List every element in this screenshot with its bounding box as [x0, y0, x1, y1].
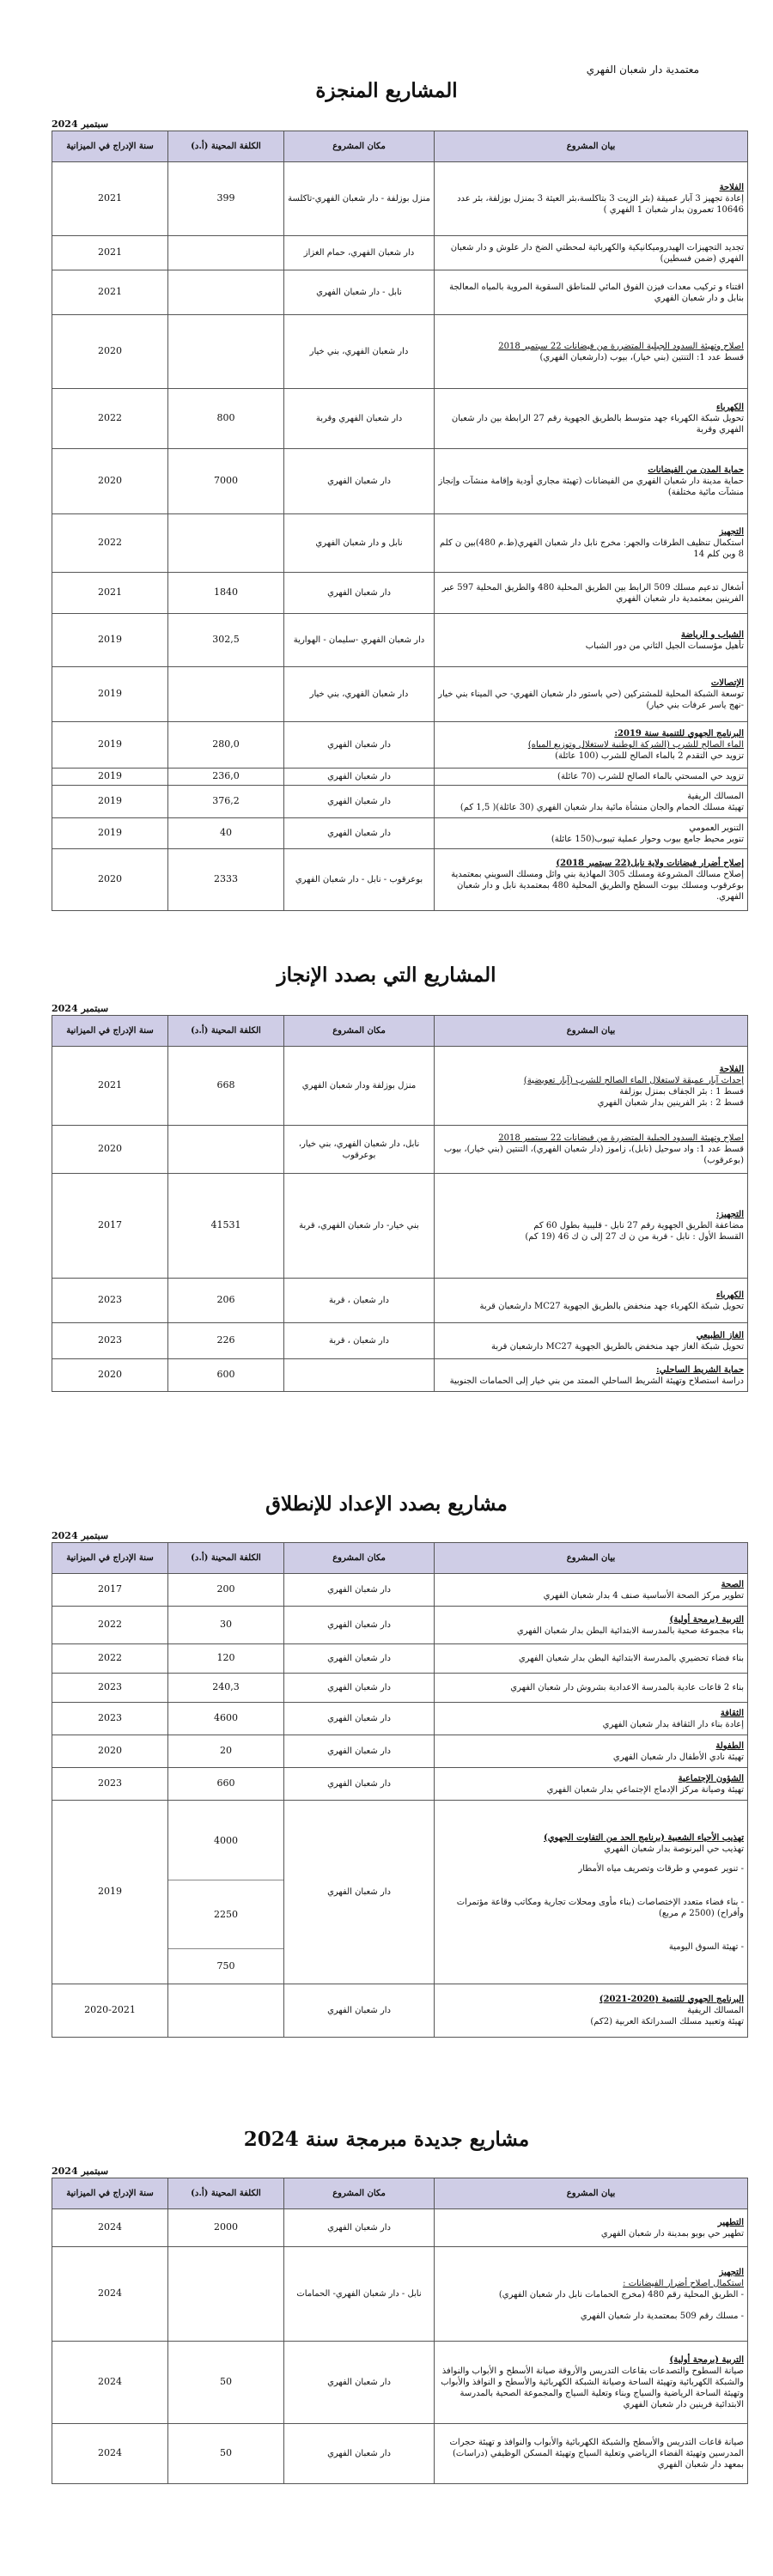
project-description: أشغال تدعيم مسلك 509 الرابط بين الطريق المحلية 480 والطريق المحلية 597 عبر الفرينين بمعتمدية دار شعبان الفهري — [435, 573, 748, 614]
section-completed-title: المشاريع المنجزة — [315, 79, 458, 102]
project-description: -نهج ياسر عرفات بني خيار) — [646, 701, 744, 710]
category-label: حماية الشريط الساحلي: — [656, 1364, 744, 1375]
section-in-progress-title: المشاريع التي بصدد الإنجاز — [277, 963, 496, 987]
table-row — [52, 236, 748, 270]
project-year: 2019 — [52, 769, 168, 786]
category-label: التطهير — [717, 2217, 744, 2227]
header-year: سنة الإدراج في الميزانية — [52, 1543, 168, 1574]
project-description: توسعة الشبكة المحلية للمشتركين (حي باستور دار شعبان الفهري- حي الميناء بني خيار — [438, 690, 744, 699]
project-description: تحويل شبكة الكهرباء جهد منخفض بالطريق الجهوية MC27 دارشعبان قربة — [479, 1301, 744, 1311]
project-cost: 399 — [168, 162, 284, 236]
project-description: مضاعفة الطريق الجهوية رقم 27 نابل - قليبية بطول 60 كم — [533, 1221, 744, 1230]
header-cost: الكلفة المحينة (أ.د) — [168, 131, 284, 162]
project-location: نابل - دار شعبان الفهري — [284, 270, 435, 315]
project-location: دار شعبان الفهري — [284, 1984, 435, 2038]
project-year: 2023 — [52, 1279, 168, 1323]
table-row — [52, 389, 748, 449]
subcategory-label: استكمال إصلاح أضرار الفيضانات : — [623, 2278, 744, 2288]
project-description: بناء فضاء تحضيري بالمدرسة الابتدائية البطن بدار شعبان الفهري — [435, 1644, 748, 1674]
project-description: اقتناء و تركيب معدات فيزن الفوق المائي للمناطق السقوية المروية بالمياه المعالجة بنابل و دار شعبان الفهري — [435, 270, 748, 315]
project-description: دراسة استصلاح وتهيئة الشريط الساحلي الممتد من بني خيار إلى الحمامات الجنوبية — [449, 1376, 744, 1386]
header-cost: الكلفة المحينة (أ.د) — [168, 1543, 284, 1574]
project-location: دار شعبان ، قربة — [284, 1279, 435, 1323]
table-row — [52, 514, 748, 573]
table-row — [52, 1047, 748, 1126]
category-label: الغاز الطبيعي — [696, 1330, 744, 1340]
category-label: التربية (برمجة أولية) — [669, 1614, 744, 1625]
table-header-row — [52, 1016, 748, 1047]
project-year: 2021 — [52, 236, 168, 270]
table-row — [52, 2247, 748, 2342]
table-row — [52, 2424, 748, 2484]
project-location: دار شعبان الفهري — [284, 2209, 435, 2247]
table-row — [52, 1174, 748, 1279]
project-year: 2024 — [52, 2209, 168, 2247]
office-header: معتمدية دار شعبان الفهري — [586, 64, 699, 76]
category-label: حماية المدن من الفيضانات — [648, 465, 744, 475]
table-completed-projects — [52, 131, 748, 911]
project-cost: 660 — [168, 1768, 284, 1801]
project-description: بناء مجموعة صحية بالمدرسة الابتدائية البطن بدار شعبان الفهري — [516, 1625, 744, 1636]
project-description: تجديد التجهيزات الهيدروميكانيكية والكهربائية لمحطتي الضخ دار علوش و دار شعبان الفهري (ضمن فسطين) — [435, 236, 748, 270]
project-cost: 4000 — [168, 1801, 283, 1880]
project-description: قسط 2 : بئر الفرينين بدار شعبان الفهري — [597, 1097, 744, 1108]
project-cost: 30 — [168, 1607, 284, 1644]
header-location: مكان المشروع — [284, 2178, 435, 2209]
project-year: 2023 — [52, 1323, 168, 1359]
project-location: دار شعبان الفهري — [284, 1801, 435, 1984]
project-year: 2024 — [52, 2247, 168, 2342]
project-location: دار شعبان الفهري — [284, 2342, 435, 2424]
header-description: بيان المشروع — [435, 131, 748, 162]
project-description: تهيئة مسلك الحمام والجان منشأة مائية بدار شعبان الفهري (30 عائلة)( 1,5 كم) — [460, 802, 744, 812]
table-row — [52, 270, 748, 315]
project-cost: 2250 — [168, 1880, 283, 1949]
project-description: قسط عدد 1: واد سوحيل (نابل)، زاموز (دار شعبان الفهري)، التنتين (بني خيار)، بيوب (بوعرقوب) — [443, 1145, 744, 1165]
project-year: 2023 — [52, 1768, 168, 1801]
project-description: إصلاح مسالك المشروعة ومسلك 305 المهاذية بني وائل ومسلك السويني بمعتمدية بوعرقوب ومسلك بيوت السطح والطريق المحلية 480 بمعتمدية نابل و دار شعبان الفهري. — [451, 869, 744, 902]
project-cost: 280,0 — [168, 722, 284, 769]
project-description: قسط عدد 1: التنتين (بني خيار)، بيوب (دارشعبان الفهري) — [539, 352, 744, 362]
project-year: 2020 — [52, 1735, 168, 1768]
project-description: استكمال تنظيف الطرقات والجهر: مخرج نابل دار شعبان الفهري(ط.م 480)بين ن كلم 8 وبن كلم 14 — [439, 538, 744, 559]
section-in-progress-date: سبتمبر 2024 — [52, 1003, 109, 1014]
table-row — [52, 1735, 748, 1768]
project-year: 2019 — [52, 818, 168, 849]
project-year: 2023 — [52, 1674, 168, 1703]
project-cost: 4600 — [168, 1703, 284, 1735]
project-description: إعادة تجهيز 3 آبار عميقة (بئر الزيت 3 بتاكلسة،بئر العيثة 3 بمنزل بوزلفة، بئر عدد 10646 تعمرون بدار شعبان 1 الفهري ) — [457, 194, 744, 215]
table-row — [52, 849, 748, 911]
header-location: مكان المشروع — [284, 131, 435, 162]
project-cost: 41531 — [168, 1174, 284, 1279]
category-label: الشؤون الإجتماعية — [678, 1773, 744, 1783]
project-cost: 200 — [168, 1574, 284, 1607]
project-year: 2021 — [52, 573, 168, 614]
table-row — [52, 722, 748, 769]
category-label: التجهيز: — [715, 1210, 744, 1219]
section-completed-date: سبتمبر 2024 — [52, 118, 109, 130]
project-location: دار شعبان الفهري — [284, 1607, 435, 1644]
project-cost: 50 — [168, 2424, 284, 2484]
project-year: 2022 — [52, 1607, 168, 1644]
project-location: دار شعبان الفهري، بني خيار — [284, 315, 435, 389]
table-row — [52, 667, 748, 722]
project-description: تطوير مركز الصحة الأساسية صنف 4 بدار شعبان الفهري — [543, 1590, 744, 1601]
project-description: قسط 1 : بئر الجفاف بمنزل بوزلفة — [619, 1086, 744, 1097]
table-row — [52, 818, 748, 849]
project-year: 2021 — [52, 270, 168, 315]
table-header-row — [52, 2178, 748, 2209]
project-cost: 120 — [168, 1644, 284, 1674]
project-cost: 600 — [168, 1359, 284, 1392]
project-description: تحويل شبكة الغاز جهد منخفض بالطريق الجهوية MC27 دارشعبان قربة — [490, 1341, 744, 1352]
table-row — [52, 162, 748, 236]
table-row — [52, 786, 748, 818]
project-location: دار شعبان الفهري — [284, 1674, 435, 1703]
project-description: تهيئة نادي الأطفال دار شعبان الفهري — [612, 1752, 744, 1762]
category-label: التجهيز — [719, 527, 744, 537]
project-cost: 40 — [168, 818, 284, 849]
project-year: 2017 — [52, 1174, 168, 1279]
project-description: صيانة قاعات التدريس والأسطح والشبكة الكهربائية والأبواب والنوافذ و تهيئة حجرات المدرسين وتهيئة الفضاء الرياضي وتعلية السياج وتهيئة المسكن الوظيفي (دراسات) بمعهد دار شعبان الفهري — [435, 2424, 748, 2484]
table-row — [52, 573, 748, 614]
project-location: دار شعبان الفهري — [284, 786, 435, 818]
project-heading: اصلاح وتهيئة السدود الجبلية المتضررة من فيضانات 22 سبتمبر 2018 — [498, 1133, 744, 1143]
project-year: 2019 — [52, 1801, 168, 1984]
project-year: 2019 — [52, 786, 168, 818]
section-preparation-title: مشاريع بصدد الإعداد للإنطلاق — [265, 1492, 508, 1516]
project-description: تطهير حي بوبو بمدينة دار شعبان الفهري — [600, 2228, 744, 2239]
project-year: 2019 — [52, 667, 168, 722]
table-row — [52, 1279, 748, 1323]
project-description: - تنوير عمومي و طرقات وتصريف مياه الأمطار — [578, 1863, 744, 1874]
table-row — [52, 1126, 748, 1174]
project-location: دار شعبان الفهري — [284, 818, 435, 849]
project-year: 2023 — [52, 1703, 168, 1735]
header-year: سنة الإدراج في الميزانية — [52, 1016, 168, 1047]
project-cost: 302,5 — [168, 614, 284, 667]
table-row — [52, 1323, 748, 1359]
project-year: 2022 — [52, 514, 168, 573]
project-location: دار شعبان الفهري — [284, 573, 435, 614]
project-location: نابل - دار شعبان الفهري- الحمامات — [284, 2247, 435, 2342]
project-year: 2020 — [52, 449, 168, 514]
project-location: دار شعبان الفهري — [284, 2424, 435, 2484]
header-year: سنة الإدراج في الميزانية — [52, 131, 168, 162]
project-description: تهذيب حي البرنوصة بدار شعبان الفهري — [604, 1844, 744, 1854]
table-row — [52, 315, 748, 389]
project-year: 2020 — [52, 1359, 168, 1392]
project-year: 2019 — [52, 614, 168, 667]
project-year: 2020 — [52, 1126, 168, 1174]
table-row — [52, 449, 748, 514]
project-year: 2021 — [52, 162, 168, 236]
project-year: 2020 — [52, 849, 168, 911]
project-location: دار شعبان الفهري -سليمان - الهوارية — [284, 614, 435, 667]
table-in-progress-projects — [52, 1015, 748, 1392]
project-cost: 20 — [168, 1735, 284, 1768]
category-label: الصحة — [721, 1579, 744, 1589]
table-row — [52, 1984, 748, 2038]
category-label: الفلاحة — [719, 183, 744, 192]
category-label: التجهيز — [719, 2267, 744, 2277]
table-preparation-projects — [52, 1542, 748, 2038]
project-description: - مسلك رقم 509 بمعتمدية دار شعبان الفهري — [580, 2311, 744, 2321]
table-header-row — [52, 131, 748, 162]
header-location: مكان المشروع — [284, 1016, 435, 1047]
category-label: إصلاح أضرار فيضانات ولاية نابل(22 سبتمبر 2018) — [556, 858, 744, 868]
project-description: القسط الأول : نابل - قربة من ن ك 27 إلى ن ك 46 (19 كم) — [525, 1232, 744, 1242]
project-year: 2022 — [52, 1644, 168, 1674]
project-location: بوعرقوب - نابل - دار شعبان الفهري — [284, 849, 435, 911]
project-location: دار شعبان الفهري، حمام الغزاز — [284, 236, 435, 270]
project-year: 2017 — [52, 1574, 168, 1607]
table-row — [52, 1607, 748, 1644]
table-row — [52, 1801, 748, 1984]
project-cost: 1840 — [168, 573, 284, 614]
header-year: سنة الإدراج في الميزانية — [52, 2178, 168, 2209]
project-location: دار شعبان الفهري — [284, 1703, 435, 1735]
project-cost: 226 — [168, 1323, 284, 1359]
category-label: الشباب و الرياضة — [680, 629, 744, 640]
project-description: تهيئة وتعبيد مسلك السدراتكة العربية (2كم) — [590, 2017, 744, 2026]
table-row — [52, 1674, 748, 1703]
header-cost: الكلفة المحينة (أ.د) — [168, 2178, 284, 2209]
project-heading: اصلاح وتهيئة السدود الجبلية المتضررة من فيضانات 22 سبتمبر 2018 — [498, 341, 744, 351]
table-row — [52, 1574, 748, 1607]
project-location: دار شعبان الفهري — [284, 722, 435, 769]
category-label: الفلاحة — [719, 1064, 744, 1074]
project-year: 2019 — [52, 722, 168, 769]
table-header-row — [52, 1543, 748, 1574]
project-location: نابل و دار شعبان الفهري — [284, 514, 435, 573]
table-row — [52, 614, 748, 667]
table-row — [52, 1644, 748, 1674]
header-cost: الكلفة المحينة (أ.د) — [168, 1016, 284, 1047]
category-label: الطفولة — [715, 1741, 744, 1751]
project-description: تأهيل مؤسسات الجيل الثاني من دور الشباب — [585, 641, 744, 651]
project-cost: 50 — [168, 2342, 284, 2424]
project-location: دار شعبان الفهري — [284, 449, 435, 514]
section-new-2024-title: مشاريع جديدة مبرمجة سنة 2024 — [243, 2128, 530, 2151]
project-year: 2021 — [52, 1047, 168, 1126]
project-location: منزل بوزلفة ودار شعبان الفهري — [284, 1047, 435, 1126]
project-description: - بناء فضاء متعدد الإختصاصات (بناء مأوى ومحلات تجارية ومكاتب وقاعة مؤتمرات وأفراح) (2500 م مربع) — [456, 1897, 744, 1918]
subcategory-label: الماء الصالح للشرب (الشركة الوطنية لاستغلال وتوزيع المياه) — [527, 740, 744, 750]
project-cost: 800 — [168, 389, 284, 449]
project-location: دار شعبان الفهري — [284, 1735, 435, 1768]
project-cost: 376,2 — [168, 786, 284, 818]
project-cost: 7000 — [168, 449, 284, 514]
section-preparation-date: سبتمبر 2024 — [52, 1530, 109, 1541]
subcategory-label: التنوير العمومي — [689, 823, 744, 833]
category-label: تهذيب الأحياء الشعبية (برنامج الحد من التفاوت الجهوي) — [544, 1832, 744, 1843]
project-location: بني خيار- دار شعبان الفهري، قربة — [284, 1174, 435, 1279]
category-label: الإتصالات — [710, 678, 744, 688]
project-location: دار شعبان الفهري — [284, 1644, 435, 1674]
project-location: نابل، دار شعبان الفهري، بني خيار، بوعرقوب — [284, 1126, 435, 1174]
table-row — [52, 1359, 748, 1392]
project-description: بناء 2 قاعات عادية بالمدرسة الاعدادية بشروش دار شعبان الفهري — [435, 1674, 748, 1703]
header-description: بيان المشروع — [435, 1543, 748, 1574]
table-row — [52, 1768, 748, 1801]
project-description: تزويد حي التقدم 2 بالماء الصالح للشرب (100 عائلة) — [555, 751, 744, 761]
table-row — [52, 769, 748, 786]
project-cost: 236,0 — [168, 769, 284, 786]
table-row — [52, 2209, 748, 2247]
category-label: التربية (برمجة أولية) — [669, 2355, 744, 2365]
project-location: دار شعبان الفهري — [284, 769, 435, 786]
header-description: بيان المشروع — [435, 2178, 748, 2209]
project-year: 2024 — [52, 2342, 168, 2424]
project-year: 2020 — [52, 315, 168, 389]
project-location: دار شعبان الفهري — [284, 1574, 435, 1607]
header-location: مكان المشروع — [284, 1543, 435, 1574]
category-label: الكهرباء — [715, 403, 744, 412]
project-location: دار شعبان ، قربة — [284, 1323, 435, 1359]
header-description: بيان المشروع — [435, 1016, 748, 1047]
project-description: صيانة السطوح والتصدعات بقاعات التدريس والأروقة صيانة الأسطح و الأبواب والنوافذ والشبكة الكهربائية وتهيئة الساحة وصيانة الشبكة الكهربائية والأسطح و النوافذ والأبواب وتهيئة الساحة الرياضية والسياج وبناء وتعلية السياج والمجموعة الصحية بالمدرسة الابتدائية فرينين دار شعبان الفهري — [441, 2366, 744, 2409]
project-description: إعادة بناء دار الثقافة بدار شعبان الفهري — [602, 1719, 744, 1729]
project-location: دار شعبان الفهري وقربة — [284, 389, 435, 449]
table-row — [52, 2342, 748, 2424]
project-location: دار شعبان الفهري — [284, 1768, 435, 1801]
project-description: - تهيئة السوق اليومية — [668, 1941, 744, 1952]
category-label: البرنامج الجهوي للتنمية سنة 2019: — [614, 729, 744, 738]
project-description: حماية مدينة دار شعبان الفهري من الفيضانات (تهيئة مجاري أودية وإقامة منشآت وإنجاز منشآت مائية مختلفة) — [438, 477, 744, 497]
project-location: منزل بوزلفة - دار شعبان الفهري-تاكلسة — [284, 162, 435, 236]
project-description: تهيئة وصيانة مركز الإدماج الإجتماعي بدار شعبان الفهري — [546, 1784, 744, 1795]
project-year: 2020-2021 — [52, 1984, 168, 2038]
project-cost: 668 — [168, 1047, 284, 1126]
project-cost: 206 — [168, 1279, 284, 1323]
project-description: تحويل شبكة الكهرباء جهد متوسط بالطريق الجهوية رقم 27 الرابطة بين دار شعبان الفهري وقربة — [451, 414, 744, 434]
section-new-2024-date: سبتمبر 2024 — [52, 2166, 109, 2177]
table-new-2024-projects — [52, 2178, 748, 2484]
subcategory-label: إحداث آبار عميقة لاستغلال الماء الصالح للشرب (آبار تعويضية) — [523, 1075, 744, 1085]
subcategory-label: المسالك الريفية — [687, 2006, 744, 2015]
subcategory-label: المسالك الريفية — [687, 791, 744, 801]
project-cost: 2000 — [168, 2209, 284, 2247]
project-description: تنوير محيط جامع بيوب وحوار عملية تيبوب(150 عائلة) — [551, 834, 744, 844]
project-cost: 750 — [216, 1959, 235, 1971]
project-cost: 2333 — [168, 849, 284, 911]
category-label: الثقافة — [720, 1708, 744, 1718]
category-label: الكهرباء — [715, 1290, 744, 1300]
project-year: 2024 — [52, 2424, 168, 2484]
project-description: - الطريق المحلية رقم 480 (مخرج الحمامات نابل دار شعبان الفهري) — [498, 2289, 744, 2300]
category-label: البرنامج الجهوي للتنمية (2020-2021) — [599, 1995, 744, 2004]
project-description: تزويد حي المسحتي بالماء الصالح للشرب (70 عائلة) — [435, 769, 748, 786]
project-cost: 240,3 — [168, 1674, 284, 1703]
project-year: 2022 — [52, 389, 168, 449]
project-location: دار شعبان الفهري، بني خيار — [284, 667, 435, 722]
table-row — [52, 1703, 748, 1735]
